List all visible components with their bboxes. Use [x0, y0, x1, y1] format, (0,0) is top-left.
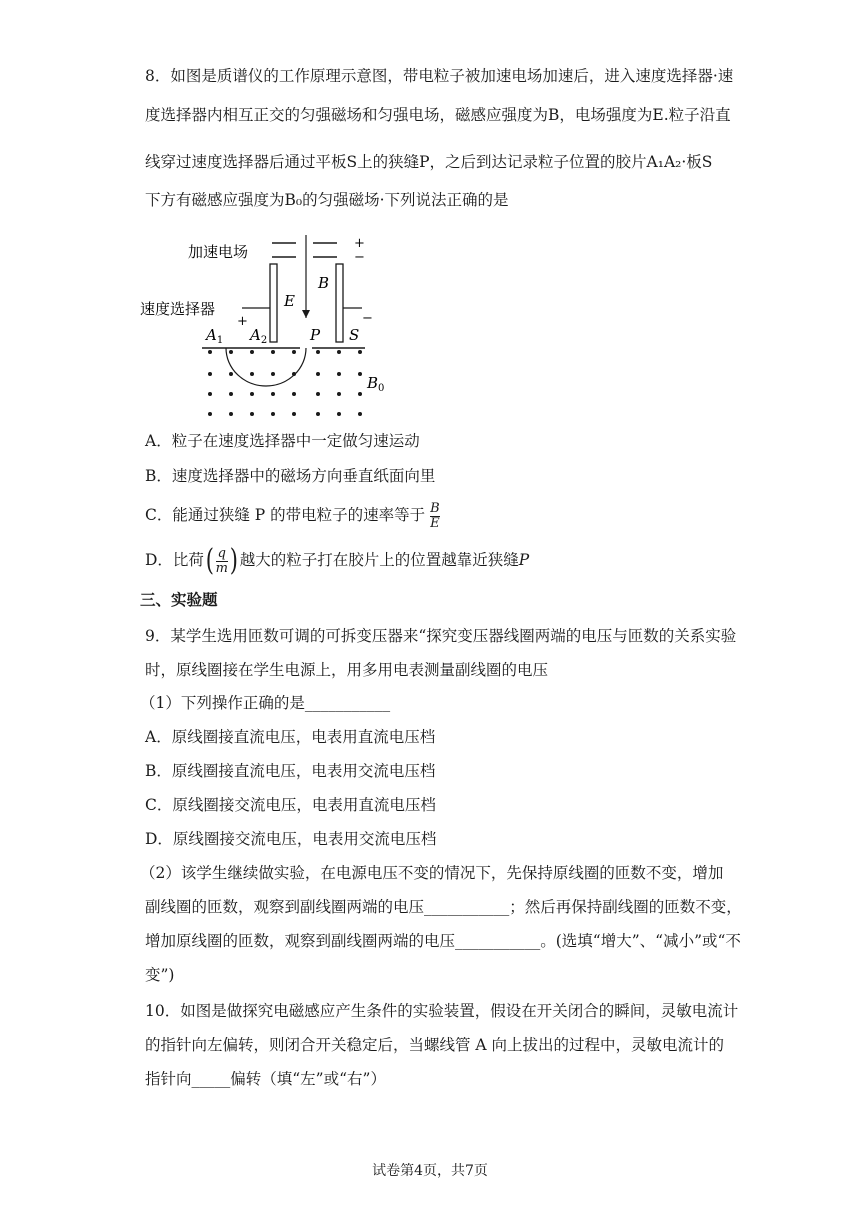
q9-subquestion-1: （1）下列操作正确的是___________	[140, 694, 391, 712]
q10-line-3: 指针向_____偏转（填“左”或“右”）	[145, 1070, 386, 1088]
q9-subquestion-2-line-2: 副线圈的匝数，观察到副线圈两端的电压___________；然后再保持副线圈的匝数不变，	[145, 898, 742, 916]
q8-option-c	[145, 498, 440, 532]
page-footer: 试卷第4页，共7页	[372, 1163, 488, 1179]
q9-option-d: D．原线圈接交流电压，电表用交流电压档	[145, 830, 437, 848]
q8-line-3: 线穿过速度选择器后通过平板S上的狭缝P，之后到达记录粒子位置的胶片A₁A₂·板S	[145, 153, 713, 171]
velocity-selector-label: 速度选择器	[140, 300, 216, 318]
magnetic-field-dots	[208, 350, 362, 416]
q9-subquestion-2-line-1: （2）该学生继续做实验，在电源电压不变的情况下，先保持原线圈的匝数不变，增加	[140, 864, 724, 882]
q9-line-2: 时，原线圈接在学生电源上，用多用电表测量副线圈的电压	[145, 661, 549, 679]
label-A2: $A_2$	[250, 326, 268, 346]
q9-subquestion-2-line-3: 增加原线圈的匝数，观察到副线圈两端的电压___________。(选填“增大”、“减小”或“不	[145, 932, 741, 950]
label-S: S	[349, 326, 360, 344]
q9-option-b: B．原线圈接直流电压，电表用交流电压档	[145, 762, 436, 780]
q10-line-1: 10．如图是做探究电磁感应产生条件的实验装置，假设在开关闭合的瞬间，灵敏电流计	[145, 1002, 739, 1020]
q10-line-2: 的指针向左偏转，则闭合开关稳定后，当螺线管 A 向上拔出的过程中，灵敏电流计的	[145, 1036, 725, 1054]
minus-top-sign: −	[354, 250, 365, 265]
q9-option-c: C．原线圈接交流电压，电表用直流电压档	[145, 796, 436, 814]
section-heading-experiments: 三、实验题	[140, 590, 218, 609]
q8-option-d: D．比荷( $\frac{q}{m}$ ) 越大的粒子打在胶片上的位置越靠近狭缝P	[145, 543, 530, 578]
fraction-b-over-e: $\frac{B}{E}$	[430, 500, 440, 531]
label-E: E	[284, 292, 295, 310]
mass-spectrometer-figure	[140, 230, 400, 420]
label-B0: $B_0$	[367, 374, 385, 394]
q8-option-d-rest: 越大的粒子打在胶片上的位置越靠近狭缝	[239, 551, 519, 569]
q8-line-2: 度选择器内相互正交的匀强磁场和匀强电场，磁感应强度为B，电场强度为E.粒子沿直	[145, 106, 731, 124]
minus-right-sign: −	[362, 311, 373, 326]
q9-subquestion-2-line-4: 变”)	[145, 966, 175, 984]
plus-top-sign: +	[354, 236, 365, 251]
q8-option-b: B．速度选择器中的磁场方向垂直纸面向里	[145, 467, 436, 485]
q8-option-c-text: C．能通过狭缝 P 的带电粒子的速率等于	[145, 506, 426, 524]
q9-option-a: A．原线圈接直流电压，电表用直流电压档	[145, 728, 436, 746]
plus-left-sign: +	[237, 314, 248, 329]
q9-line-1: 9．某学生选用匝数可调的可拆变压器来“探究变压器线圈两端的电压与匝数的关系实验	[145, 627, 737, 645]
fraction-q-over-m: $\frac{q}{m}$	[215, 545, 228, 576]
q8-option-a: A．粒子在速度选择器中一定做匀速运动	[145, 432, 420, 450]
q8-line-1: 8．如图是质谱仪的工作原理示意图，带电粒子被加速电场加速后，进入速度选择器·速	[145, 67, 734, 85]
accel-field-label: 加速电场	[188, 243, 249, 261]
label-B: B	[318, 274, 330, 292]
label-A1: $A_1$	[206, 326, 224, 346]
label-P: P	[310, 326, 321, 344]
q8-line-4: 下方有磁感应强度为B₀的匀强磁场·下列说法正确的是	[145, 191, 509, 209]
q8-option-d-text: D．比荷	[145, 551, 204, 569]
